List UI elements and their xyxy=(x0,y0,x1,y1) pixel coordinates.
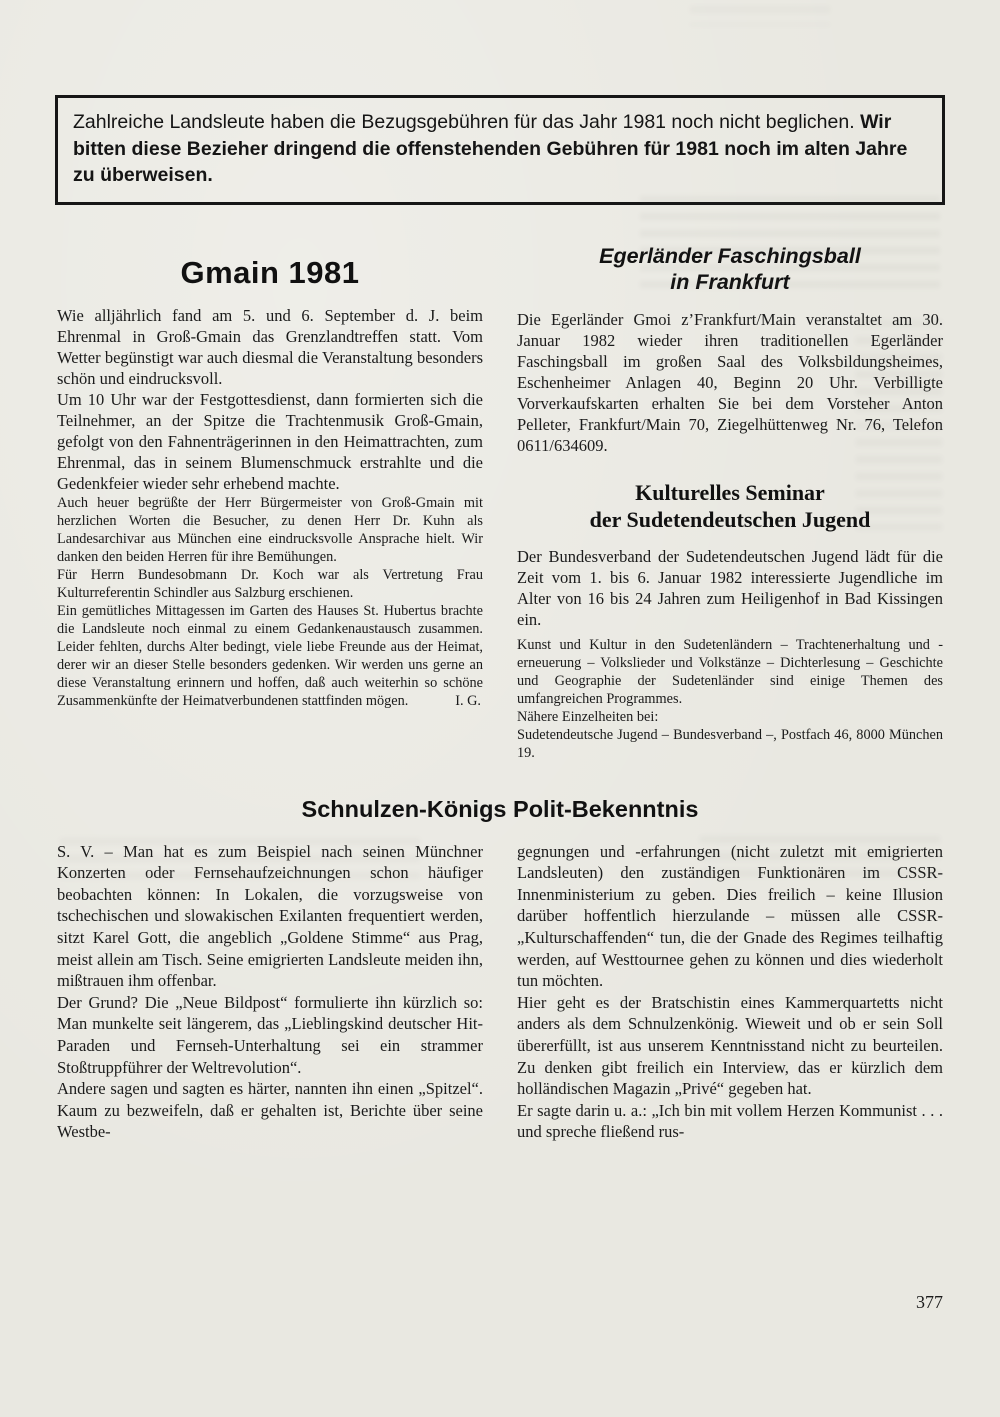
article-schnulzen-title: Schnulzen-Königs Polit-Bekenntnis xyxy=(301,795,699,822)
title-line: Kulturelles Seminar xyxy=(635,479,825,505)
seminar-paragraph: Der Bundesverband der Sudetendeutschen Jugend lädt für die Zeit vom 1. bis 6. Januar 1982 interessierte Jugendliche im Alter von 16 bis 24 Jahren zum Heiligenhof in Bad Kissingen ein. xyxy=(517,546,943,629)
upper-columns xyxy=(57,239,943,762)
subscription-notice xyxy=(55,95,945,205)
article-faschingsball-title xyxy=(517,243,943,295)
schnulzen-paragraph: gegnungen und -erfahrungen (nicht zuletzt mit emigrierten Landsleuten) den zuständigen Funktionären im CSSR-Innenministerium zu geben. Dies freilich – keine Illusion darüber hoffentlich hierzulande – müssen alle CSSR-„Kulturschaffenden“ tun, die der Gnade des Regimes teilhaftig werden, auf Westtournee gehen zu können und dies wiederholt tun möchten. xyxy=(517,841,943,991)
title-line: Egerländer Faschingsball xyxy=(599,243,861,268)
seminar-paragraph: Sudetendeutsche Jugend – Bundesverband –, Postfach 46, 8000 München 19. xyxy=(517,726,943,761)
article-signature: I. G. xyxy=(455,692,481,709)
schnulzen-paragraph: Er sagte darin u. a.: „Ich bin mit vollem Herzen Kommunist . . . und spreche fließend rus- xyxy=(517,1100,943,1142)
title-line: in Frankfurt xyxy=(670,269,790,294)
schnulzen-paragraph: Andere sagen und sagten es härter, nannten ihn einen „Spitzel“. Kaum zu bezweifeln, daß er gehalten ist, Berichte über seine Westbe- xyxy=(57,1079,483,1142)
schnulzen-paragraph: Hier geht es der Bratschistin eines Kammerquartetts nicht anders als dem Schnulzenkönig. Wieweit und ob er sein Soll übererfüllt, ist aus unserem Kenntnisstand nicht zu beurteilen. Zu denken gibt freilich ein Interview, das er kürzlich dem holländischen Magazin „Privé“ gegeben hat. xyxy=(517,992,943,1099)
gmain-paragraph: Auch heuer begrüßte der Herr Bürgermeister von Groß-Gmain mit herzlichen Worten die Besucher, zu denen Herr Dr. Kuhn als Landesarchivar aus München eine eindrucksvolle Ansprache hielt. Wir danken den beiden Herren für ihre Bemühungen. xyxy=(57,494,483,565)
gmain-paragraph: Für Herrn Bundesobmann Dr. Koch war als Vertretung Frau Kulturreferentin Schindler aus Salzburg erschienen. xyxy=(57,566,483,601)
gmain-paragraph: Um 10 Uhr war der Festgottesdienst, dann formierten sich die Teilnehmer, an der Spitze die Trachtenmusik Groß-Gmain, gefolgt von den Fahnenträgerinnen in den Heimattrachten, zum Ehrenmal, das in seinem Blumenschmuck erstrahlte und die Gedenkfeier wieder sehr erhebend machte. xyxy=(57,389,483,493)
schnulzen-columns xyxy=(57,841,943,1143)
article-faschingsball xyxy=(517,243,943,456)
gmain-paragraph: Wie alljährlich fand am 5. und 6. September d. J. beim Ehrenmal in Groß-Gmain das Grenzlandtreffen statt. Vom Wetter begünstigt war auch diesmal die Veranstaltung besonders schön und eindrucksvoll. xyxy=(57,305,483,388)
schnulzen-right-column xyxy=(517,841,943,1143)
notice-text-regular: Zahlreiche Landsleute haben die Bezugsgebühren für das Jahr 1981 noch nicht beglichen. xyxy=(73,111,861,133)
article-gmain xyxy=(57,239,483,762)
right-column xyxy=(517,239,943,762)
page-number: 377 xyxy=(916,1292,943,1312)
faschingsball-paragraph: Die Egerländer Gmoi z’Frankfurt/Main veranstaltet am 30. Januar 1982 wieder ihren traditionellen Egerländer Faschingsball im großen Saal des Volksbildungsheimes, Eschenheimer Anlagen 40, Beginn 20 Uhr. Verbilligte Vorverkaufskarten erhalten Sie bei dem Vorsteher Anton Pelleter, Frankfurt/Main 70, Ziegelhüttenweg Nr. 76, Telefon 0611/634609. xyxy=(517,309,943,455)
scan-artifact xyxy=(690,6,830,26)
article-seminar-title xyxy=(517,480,943,534)
seminar-paragraph: Kunst und Kultur in den Sudetenländern – Trachtenerhaltung und -erneuerung – Volkslieder und Volkstänze – Dichterlesung – Geschichte und Geographie der Sudetenländer sind einige Themen des umfangreichen Programmes. xyxy=(517,636,943,707)
schnulzen-paragraph: S. V. – Man hat es zum Beispiel nach seinen Münchner Konzerten oder Fernsehaufzeichnungen schon häufiger beobachten können: In Lokalen, die vorzugsweise von tschechischen und slowakischen Exilanten frequentiert werden, sitzt Karel Gott, die angeblich „Goldene Stimme“ aus Prag, meist allein am Tisch. Seine emigrierten Landsleute meiden ihn, mißtrauen ihm offenbar. xyxy=(57,841,483,991)
title-line: der Sudetendeutschen Jugend xyxy=(589,506,871,532)
schnulzen-left-column xyxy=(57,841,483,1143)
article-gmain-title: Gmain 1981 xyxy=(180,254,360,290)
schnulzen-paragraph: Der Grund? Die „Neue Bildpost“ formulierte ihn kürzlich so: Man munkelte seit längerem, das „Lieblingskind deutscher Hit-Paraden und Fernseh-Unterhaltung sei ein strammer Stoßtruppführer der Weltrevolution“. xyxy=(57,992,483,1077)
article-schnulzen xyxy=(0,796,1000,1143)
seminar-paragraph: Nähere Einzelheiten bei: xyxy=(517,708,659,725)
article-seminar xyxy=(517,480,943,762)
gmain-paragraph: Ein gemütliches Mittagessen im Garten des Hauses St. Hubertus brachte die Landsleute noch einmal zu einem Gedankenaustausch zusammen. Leider fehlten, durchs Alter bedingt, viele liebe Freunde aus der Heimat, derer wir an dieser Stelle besonders gedenken. Wir werden uns gerne an diese Veranstaltung erinnern und hoffen, daß auch weiterhin so schöne Zusammenkünfte der Heimatverbundenen stattfinden mögen. xyxy=(57,602,483,709)
notice-text-bold: Wir bitten diese Bezieher dringend die offenstehenden Gebühren für 1981 noch im alten Jahre zu überweisen. xyxy=(73,111,908,187)
